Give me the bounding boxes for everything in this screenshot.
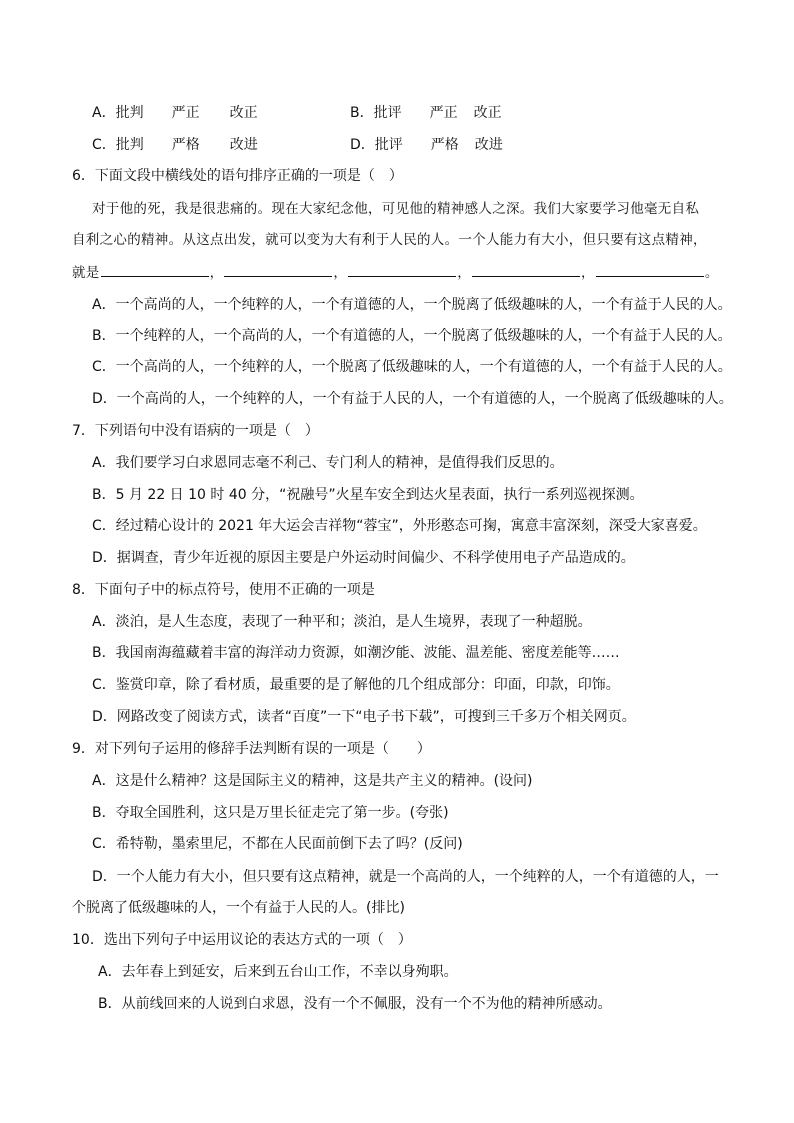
q7-option-c: C．经过精心设计的 2021 年大运会吉祥物“蓉宝”，外形憨态可掬，寓意丰富深刻，深受大家喜爱。	[92, 518, 707, 534]
q7-option-d: D．据调查，青少年近视的原因主要是户外运动时间偏少、不科学使用电子产品造成的。	[92, 550, 635, 566]
q8-option-b: B．我国南海蕴藏着丰富的海洋动力资源，如潮汐能、波能、温差能、密度差能等……	[92, 645, 620, 661]
q10-option-b: B．从前线回来的人说到白求恩，没有一个不佩服，没有一个不为他的精神所感动。	[98, 996, 612, 1012]
q9-option-d: D．一个人能力有大小，但只要有这点精神，就是一个高尚的人，一个纯粹的人，一个有道德的人，一	[92, 869, 719, 885]
q7-option-b: B．5 月 22 日 10 时 40 分，“祝融号”火星车安全到达火星表面，执行一系列巡视探测。	[92, 487, 644, 503]
option-word: 严格	[171, 137, 200, 153]
question-7-stem: 7．下列语句中没有语病的一项是（ ）	[72, 423, 319, 439]
separator: ，	[581, 265, 595, 281]
option-word: 严正	[171, 105, 200, 121]
q6-blank-5[interactable]	[596, 262, 704, 277]
option-word: 严格	[430, 137, 459, 153]
q9-option-b: B．夺取全国胜利，这只是万里长征走完了第一步。(夸张)	[92, 805, 449, 821]
option-d-top	[350, 135, 519, 155]
q8-option-c: C．鉴赏印章，除了看材质，最重要的是了解他的几个组成部分：印面，印款，印饰。	[92, 677, 620, 693]
question-6-stem: 6．下面文段中横线处的语句排序正确的一项是（ ）	[72, 168, 403, 184]
q6-passage-line-1: 对于他的死，我是很悲痛的。现在大家纪念他，可见他的精神感人之深。我们大家要学习他毫无自私	[92, 201, 700, 217]
option-letter: D．	[350, 137, 375, 153]
period: 。	[704, 265, 719, 281]
option-b-top	[350, 103, 518, 123]
q6-passage-prefix: 就是	[72, 265, 100, 281]
q9-option-d-continued: 个脱离了低级趣味的人，一个有益于人民的人。(排比)	[72, 900, 405, 916]
option-word: 批评	[374, 137, 403, 153]
option-word: 批判	[115, 105, 144, 121]
q8-option-a: A．淡泊，是人生态度，表现了一种平和；淡泊，是人生境界，表现了一种超脱。	[92, 614, 592, 630]
q9-option-c: C．希特勒，墨索里尼，不都在人民面前倒下去了吗？(反问)	[92, 836, 463, 852]
option-letter: A．	[92, 105, 116, 121]
q8-option-d: D．网路改变了阅读方式，读者“百度”一下“电子书下载”，可搜到三千多万个相关网页。	[92, 709, 636, 725]
q6-option-d: D．一个高尚的人，一个纯粹的人，一个有益于人民的人，一个有道德的人，一个脱离了低级趣味的人。	[92, 391, 733, 407]
separator: ，	[457, 265, 472, 281]
question-8-stem: 8．下面句子中的标点符号，使用不正确的一项是	[72, 582, 375, 598]
q6-blank-2[interactable]	[224, 262, 332, 277]
q6-option-a: A．一个高尚的人，一个纯粹的人，一个有道德的人，一个脱离了低级趣味的人，一个有益于人民的人。	[92, 297, 732, 313]
option-c-top	[92, 135, 274, 155]
q6-blank-1[interactable]	[101, 262, 209, 277]
q10-option-a: A．去年春上到延安，后来到五台山工作，不幸以身殉职。	[98, 964, 458, 980]
q6-passage-line-3	[72, 262, 719, 283]
option-letter: B．	[350, 105, 374, 121]
option-word: 改进	[229, 137, 258, 153]
option-word: 严正	[429, 105, 458, 121]
q9-option-a: A．这是什么精神？这是国际主义的精神，这是共产主义的精神。(设问)	[92, 773, 533, 789]
option-word: 改进	[474, 137, 503, 153]
question-10-stem: 10．选出下列句子中运用议论的表达方式的一项（ ）	[72, 932, 412, 948]
question-9-stem: 9．对下列句子运用的修辞手法判断有误的一项是（ ）	[72, 741, 431, 757]
q6-option-c: C．一个高尚的人，一个纯粹的人，一个脱离了低级趣味的人，一个有道德的人，一个有益于人民的人。	[92, 359, 732, 375]
option-a-top	[92, 103, 274, 123]
separator: ，	[209, 265, 224, 281]
option-word: 改正	[229, 105, 258, 121]
q7-option-a: A．我们要学习白求恩同志毫不利己、专门利人的精神，是值得我们反思的。	[92, 455, 564, 471]
option-word: 批判	[115, 137, 144, 153]
q6-blank-3[interactable]	[348, 262, 456, 277]
q6-passage-line-2: 自利之心的精神。从这点出发，就可以变为大有利于人民的人。一个人能力有大小，但只要有这点精神，	[72, 232, 707, 248]
option-word: 改正	[473, 105, 502, 121]
q6-option-b: B．一个纯粹的人，一个高尚的人，一个有道德的人，一个脱离了低级趣味的人，一个有益于人民的人。	[92, 328, 732, 344]
separator: ，	[333, 265, 348, 281]
option-word: 批评	[373, 105, 402, 121]
option-letter: C．	[92, 137, 116, 153]
q6-blank-4[interactable]	[472, 262, 580, 277]
